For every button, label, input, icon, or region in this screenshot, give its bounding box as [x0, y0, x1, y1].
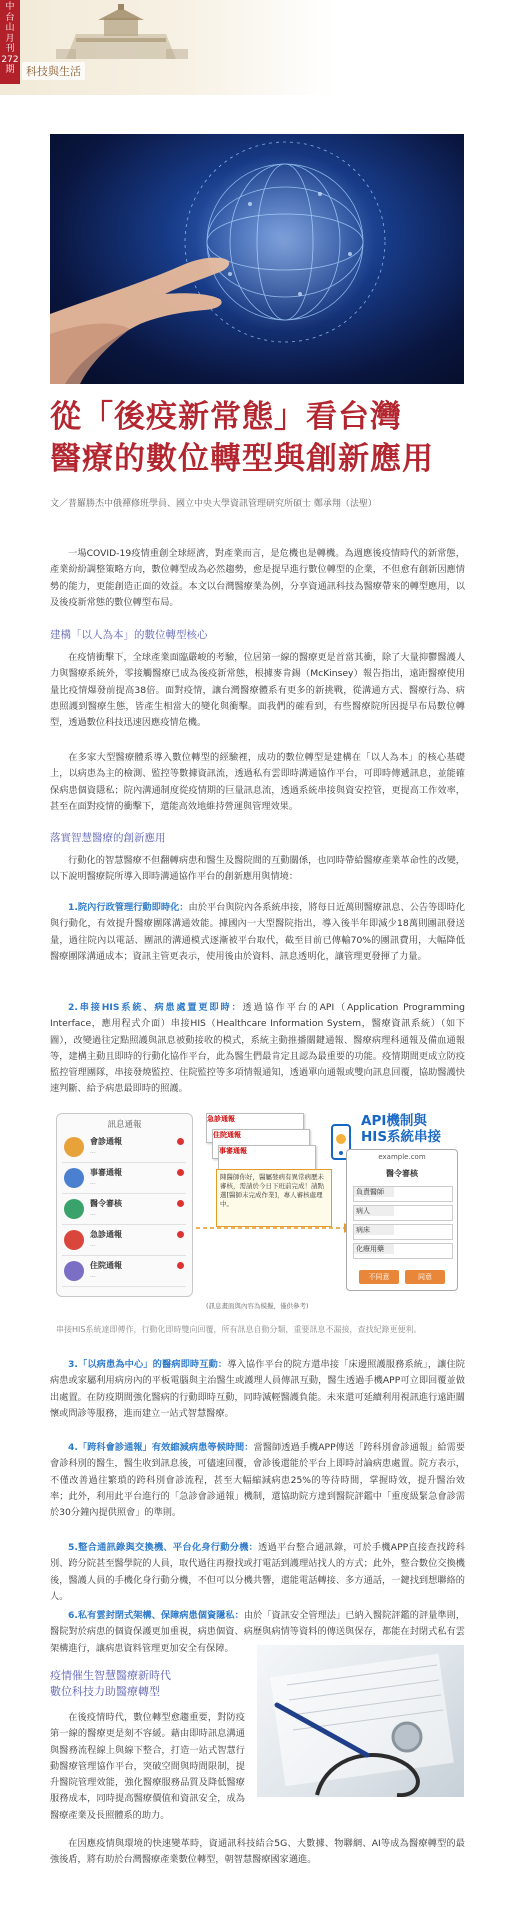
- temple-illustration: [26, 4, 206, 62]
- hero-image: [50, 134, 464, 384]
- reject-button[interactable]: 不同意: [359, 1270, 399, 1284]
- item6-heading: 6.私有雲封閉式架構、保障病患個資隱私：: [68, 1610, 244, 1621]
- magazine-tag-char: 期: [5, 65, 15, 75]
- item1-heading: 1.院內行政管理行動即時化：: [68, 902, 189, 913]
- phone-list-item[interactable]: [62, 1165, 186, 1194]
- unread-badge: [177, 1262, 184, 1269]
- his-integration-figure: [56, 1113, 456, 1323]
- item4-paragraph: 4.「跨科會診通報」有效縮減病患等候時間：當醫師透過手機APP傳送「跨科別會診通報」給需要會診科別的醫生，醫生收到訊息後，可儘速回覆，會診後還能於平台上即時討論病患處置。院方表示，不僅改善過往繁瑣的跨科別會診流程，甚至大幅縮減病患25%的等待時間，掌握時效，提升醫治效率；此外，利用此平台進行的「急診會診通報」機制，還協助院方達到醫院評鑑中「重度級緊急會診需於30分鐘內提供照會」的準則。: [50, 1442, 465, 1519]
- section3-paragraph2: 在因應疫情與環境的快速變革時，資通訊科技結合5G、大數據、物聯網、AI等成為醫療轉型的最強後盾，將有助於台灣醫療產業數位轉型，朝智慧醫療國家邁進。: [50, 1838, 465, 1866]
- phone-mockup: [56, 1113, 193, 1297]
- unread-badge: [177, 1138, 184, 1145]
- item3-paragraph: 3.「以病患為中心」的醫病即時互動：導入協作平台的院方還串接「床邊照護服務系統」，讓住院病患或家屬利用病房內的平板電腦與主治醫生或護理人員傳訊互動，醫生透過手機APP可立即回覆並做出處置。在防疫期間強化醫病的行動即時互動，同時減輕醫護負能。未來還可延續利用視訊進行遠距關懷或問診等服務，進而建立一站式智慧醫療。: [50, 1359, 465, 1419]
- magazine-tag-char: 272: [1, 54, 19, 65]
- magazine-issue-tag: [0, 0, 20, 84]
- article-title-line2: 醫療的數位轉型與創新應用: [50, 441, 434, 477]
- magazine-tag-char: 台: [5, 12, 15, 23]
- byline: 文／普羅勝杰中俄禪修班學員、國立中央大學資訊管理研究所碩士 鄭承翔（法聖）: [50, 499, 377, 509]
- item4-heading: 4.「跨科會診通報」有效縮減病患等候時間：: [68, 1442, 254, 1453]
- notification-label: 醫令審核: [90, 1199, 122, 1208]
- phone-list-item[interactable]: [62, 1227, 186, 1256]
- magazine-tag-char: 刊: [5, 44, 15, 54]
- notification-preview: ...: [90, 1241, 96, 1248]
- form-url: example.com: [378, 1153, 426, 1161]
- notification-preview: ...: [90, 1148, 96, 1155]
- accept-button[interactable]: 同意: [405, 1270, 445, 1284]
- magazine-tag-char: 中: [5, 2, 15, 12]
- section1-paragraph2: 在多家大型醫療體系導入數位轉型的經驗裡，成功的數位轉型是建構在「以人為本」的核心基礎上，以病患為主的檢測、監控等數據資訊流，透過私有雲即時溝通協作平台，可即時傳遞訊息，並能確保病患個資隱私；院內溝通制度從疫情期的巨量訊息流，透過系統串接與資安控管，更提高工作效率，甚至在面對疫情的衝擊下，還能高效地維持營運與管理效果。: [50, 752, 465, 812]
- notification-label: 事審通報: [90, 1168, 122, 1177]
- section1-paragraph1: 在疫情衝擊下，全球產業面臨嚴峻的考驗，位居第一線的醫療更是首當其衝，除了大量抑鬱醫護人力與醫療系統外，零接觸醫療已成為後疫新常態，根據麥肯錫（McKinsey）報告指出，遠距醫療使用量比疫情爆發前提高38倍。面對疫情，讓台灣醫療體系有更多的新挑戰，從溝通方式、醫療行為、病患照護到醫療生態，皆產生相當大的變化與衝擊。面我們的確看到，有些醫療院所因提早布局數位轉型，透過數位科技迅速因應疫情危機。: [50, 652, 465, 729]
- form-field-label: 化療用藥: [354, 1244, 394, 1254]
- unread-badge: [177, 1231, 184, 1238]
- digital-sphere-illustration: [50, 134, 464, 384]
- notification-label: 住院通報: [90, 1261, 122, 1270]
- section2-intro: 行動化的智慧醫療不但翻轉病患和醫生及醫院間的互動關係，也同時帶給醫療產業革命性的改變，以下說明醫療院所導入即時溝通協作平台的創新應用與情境：: [50, 855, 465, 883]
- item3-heading: 3.「以病患為中心」的醫病即時互動：: [68, 1359, 228, 1370]
- form-field-label: 病人: [354, 1206, 394, 1216]
- phone-list-item[interactable]: [62, 1258, 186, 1287]
- phone-title: 訊息通報: [107, 1120, 142, 1130]
- item2-paragraph: 2.串接HIS系統、病患處置更即時：透過協作平台的API（Application Programming Interface，應用程式介面）串接HIS（Healthcare Information System，醫療資訊系統）（如下圖），改變過往定點照護與訊息被動接收的模式，系統主動推播關鍵通報、醫療病理科通報及備血通報等，建構主動且即時的行動化協作平台，此為醫生們最肯定且認為最重要的功能。疫情期間更成立防疫監控管理團隊，串接發燒監控、住院監控等多項情報通知，透過單向通報或雙向訊息回覆，協助醫護快速判斷、給予病患最即時的照護。: [50, 1002, 466, 1095]
- section1-heading: 建構「以人為本」的數位轉型核心: [50, 629, 208, 641]
- item5-heading: 5.整合通訊錄與交換機、平台化身行動分機：: [68, 1542, 259, 1553]
- notification-preview: ...: [90, 1272, 96, 1279]
- form-field-label: 病床: [354, 1225, 394, 1235]
- notification-label: 會診通報: [90, 1137, 122, 1146]
- intro-paragraph: 一場COVID-19疫情重創全球經濟，對產業而言，是危機也是轉機。為週應後疫情時代的新常態，產業紛紛調整策略方向，數位轉型成為必然趨勢，愈是提早進行數位轉型的企業，不但愈有創新因應情勢的能力，更能創造正面的效益。本文以台灣醫療業為例，分享資通訊科技為醫療帶來的轉型應用，以及後疫新常態的數位轉型布局。: [50, 548, 465, 608]
- notification-type-icon: [64, 1261, 84, 1281]
- item6-paragraph: 6.私有雲封閉式架構、保障病患個資隱私：由於「資訊安全管理法」已納入醫院評鑑的評量準則，醫院對於病患的個資保護更加重視，病患個資、病歷與病情等資料的傳送與保存，都能在封閉式私有雲架構進行，讓病患資料管理更加安全有保障。: [50, 1610, 466, 1654]
- section-label: 科技與生活: [22, 62, 85, 80]
- notification-preview: ...: [90, 1210, 96, 1217]
- medical-equipment-photo: [257, 1645, 464, 1797]
- stethoscope-illustration: [257, 1645, 464, 1797]
- notification-type-icon: [64, 1168, 84, 1188]
- notification-label: 急診通報: [90, 1230, 122, 1239]
- item2-heading: 2.串接HIS系統、病患處置更即時：: [68, 1002, 243, 1013]
- form-field-label: 負責醫師: [354, 1187, 394, 1197]
- magazine-tag-char: 月: [5, 33, 15, 44]
- item1-paragraph: 1.院內行政管理行動即時化：由於平台與院內各系統串接，將每日近萬則醫療訊息、公告等即時化與行動化，有效提升醫療團隊溝通效能。據國內一大型醫院指出，導入後半年即減少18萬則團訊發送量，過往院內以電話、團訊的溝通模式逐漸被平台取代，截至目前已傳輸70%的團訊費用，大幅降低醫療團隊溝通成本；資訊主管更表示，使用後由於資料、訊息透明化，讓管理更發揮了力量。: [50, 902, 465, 962]
- form-title: 醫令審核: [386, 1169, 418, 1178]
- notification-type-icon: [64, 1230, 84, 1250]
- form-field-row: [353, 1243, 453, 1259]
- section3-heading: 疫情催生智慧醫療新時代 數位科技力助醫療轉型: [50, 1669, 171, 1698]
- figure-caption: 串接HIS系統達即傳作，行動化即時雙向回覆，所有訊息自動分類，重要訊息不漏接，查找紀錄更便利。: [56, 1325, 422, 1334]
- reminder-popup: 陳醫師你好，醫屬發病有異常病歷未審核，需請於今日下班前完成！請點選[醫師未完成作業]，專人審核處理中。: [216, 1169, 332, 1227]
- unread-badge: [177, 1200, 184, 1207]
- section3-paragraph1: 在後疫情時代，數位轉型愈趨重要，對防疫第一線的醫療更是刻不容緩。藉由即時訊息溝通與醫務流程線上與線下整合，打造一站式智慧行動醫療管理協作平台，突破空間與時間限制，提升醫院管理效能，強化醫療服務品質及降低醫療服務成本，同時提高醫療價值和資訊安全，成為醫療產業及長照體系的助力。: [50, 1712, 245, 1821]
- article-title-line1: 從「後疫新常態」看台灣: [50, 399, 402, 435]
- phone-list-item[interactable]: [62, 1134, 186, 1163]
- figure-inner-caption: (訊息畫面與內容為模擬，僅供參考): [206, 1302, 309, 1310]
- form-field-row: [353, 1186, 453, 1202]
- notification-type-icon: [64, 1137, 84, 1157]
- alert-card-2: 住院通報: [212, 1129, 310, 1159]
- unread-badge: [177, 1169, 184, 1176]
- notification-preview: ...: [90, 1179, 96, 1186]
- phone-list-item[interactable]: [62, 1196, 186, 1225]
- form-field-row: [353, 1224, 453, 1240]
- flow-arrows: [194, 1213, 354, 1243]
- section2-heading: 落實智慧醫療的創新應用: [50, 832, 166, 844]
- alert-card-1: 急診通報: [206, 1113, 304, 1143]
- approval-form: [346, 1149, 458, 1291]
- magazine-tag-char: 山: [5, 23, 15, 33]
- item5-paragraph: 5.整合通訊錄與交換機、平台化身行動分機：透過平台整合通訊錄，可於手機APP直接查找跨科別、跨分院甚至醫學院的人員，取代過往再撥找或打電話到護理站找人的方式；此外，整合數位交換機後，醫護人員的手機化身行動分機，不但可以分機共響，還能電話轉接、多方通話，一鍵找到想聯絡的人。: [50, 1542, 465, 1602]
- form-field-row: [353, 1205, 453, 1221]
- notification-type-icon: [64, 1199, 84, 1219]
- alert-card-3: 事審通報: [218, 1145, 316, 1175]
- api-heading: API機制與 HIS系統串接: [361, 1113, 442, 1145]
